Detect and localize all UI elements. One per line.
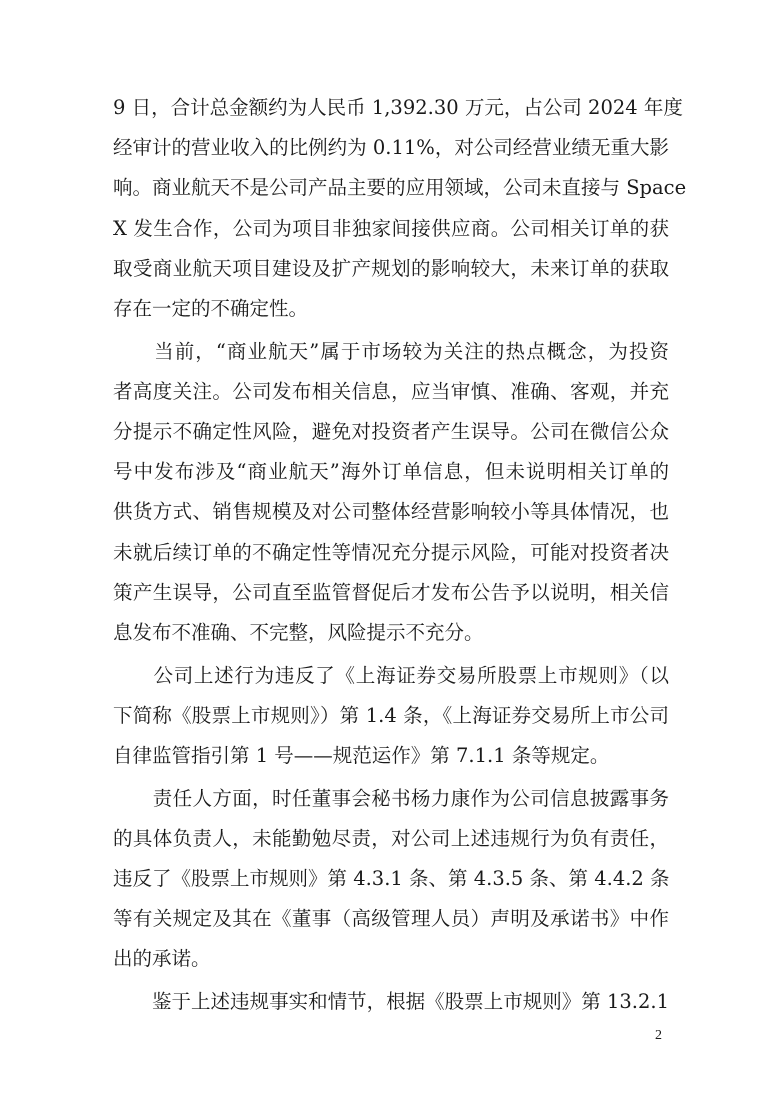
text-line: 的具体负责人，未能勤勉尽责，对公司上述违规行为负有责任， xyxy=(113,826,669,850)
text-line: 分提示不确定性风险，避免对投资者产生误导。公司在微信公众 xyxy=(113,420,669,443)
text-line: 9 日，合计总金额约为人民币 1,392.30 万元，占公司 2024 年度 xyxy=(113,96,683,119)
paragraph xyxy=(113,656,669,777)
text-line: 公司上述行为违反了《上海证券交易所股票上市规则》（以 xyxy=(113,663,669,687)
text-line: 存在一定的不确定性。 xyxy=(113,296,309,320)
text-line: 当前，“商业航天”属于市场较为关注的热点概念，为投资 xyxy=(113,339,669,363)
text-line: 出的承诺。 xyxy=(113,947,211,971)
paragraph xyxy=(113,982,669,1022)
text-line: 未就后续订单的不确定性等情况充分提示风险，可能对投资者决 xyxy=(113,540,669,564)
text-line: 鉴于上述违规事实和情节，根据《股票上市规则》第 13.2.1 xyxy=(113,990,669,1014)
text-line: 下简称《股票上市规则》）第 1.4 条，《上海证券交易所上市公司 xyxy=(113,703,669,727)
text-line: 等有关规定及其在《董事（高级管理人员）声明及承诺书》中作 xyxy=(113,907,669,931)
text-line: 自律监管指引第 1 号——规范运作》第 7.1.1 条等规定。 xyxy=(113,744,610,767)
text-line: 取受商业航天项目建设及扩产规划的影响较大，未来订单的获取 xyxy=(113,256,669,280)
text-line: 者高度关注。公司发布相关信息，应当审慎、准确、客观，并充 xyxy=(113,379,669,403)
paragraph xyxy=(113,332,669,654)
body-text xyxy=(113,88,687,1022)
text-line: 策产生误导，公司直至监管督促后才发布公告予以说明，相关信 xyxy=(113,580,669,604)
text-line: 响。商业航天不是公司产品主要的应用领域，公司未直接与 Space xyxy=(113,176,687,200)
text-line: 责任人方面，时任董事会秘书杨力康作为公司信息披露事务 xyxy=(113,786,669,810)
paragraph xyxy=(113,779,669,980)
text-line: 息发布不准确、不完整，风险提示不充分。 xyxy=(113,620,484,644)
paragraph xyxy=(113,88,687,329)
text-line: 号中发布涉及“商业航天”海外订单信息，但未说明相关订单的 xyxy=(113,460,669,484)
text-line: 供货方式、销售规模及对公司整体经营影响较小等具体情况，也 xyxy=(113,500,669,524)
text-line: 经审计的营业收入的比例约为 0.11%，对公司经营业绩无重大影 xyxy=(113,136,669,160)
page-number: 2 xyxy=(655,1028,662,1043)
text-line: X 发生合作，公司为项目非独家间接供应商。公司相关订单的获 xyxy=(113,216,669,240)
text-line: 违反了《股票上市规则》第 4.3.1 条、第 4.3.5 条、第 4.4.2 条 xyxy=(113,867,670,891)
